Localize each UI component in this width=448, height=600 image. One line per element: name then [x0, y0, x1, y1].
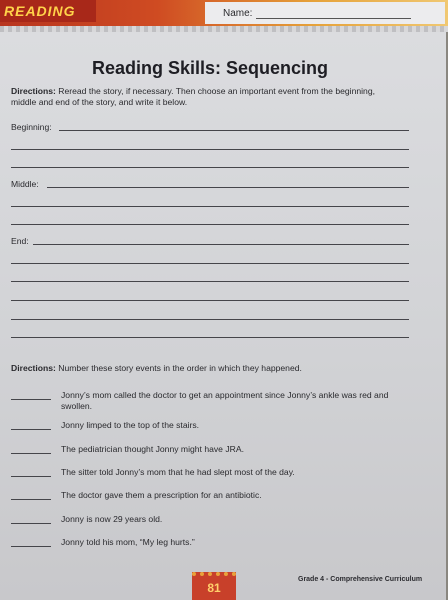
writing-line[interactable] [11, 327, 409, 339]
directions-2-label: Directions: [11, 363, 56, 373]
writing-line[interactable] [11, 214, 409, 226]
writing-line[interactable] [59, 130, 409, 131]
page-number: 81 [192, 572, 236, 600]
event-number-blank[interactable] [11, 453, 51, 454]
directions-1 [11, 86, 401, 108]
event-text: Jonny told his mom, “My leg hurts.” [61, 537, 195, 547]
writing-line[interactable] [33, 244, 409, 245]
writing-line[interactable] [47, 187, 409, 188]
beginning-line[interactable] [11, 120, 409, 132]
directions-2 [11, 363, 411, 373]
event-text: Jonny’s mom called the doctor to get an appointment since Jonny’s ankle was red and swollen. [61, 390, 389, 411]
middle-label: Middle: [11, 179, 39, 189]
event-number-blank[interactable] [11, 429, 51, 430]
event-text: The doctor gave them a prescription for an antibiotic. [61, 490, 262, 500]
event-number-blank[interactable] [11, 523, 51, 524]
end-line[interactable] [11, 234, 409, 246]
writing-line[interactable] [11, 271, 409, 283]
writing-line[interactable] [11, 253, 409, 265]
event-number-blank[interactable] [11, 499, 51, 500]
header-divider [0, 26, 448, 32]
curriculum-footer: Grade 4 - Comprehensive Curriculum [298, 576, 423, 583]
event-number-blank[interactable] [11, 476, 51, 477]
name-area [205, 2, 445, 24]
event-number-blank[interactable] [11, 399, 51, 400]
writing-line[interactable] [11, 196, 409, 208]
middle-line[interactable] [11, 177, 409, 189]
directions-1-text: Reread the story, if necessary. Then choose an important event from the beginning, middle and end of the story, and write it below. [11, 86, 375, 107]
writing-line[interactable] [11, 309, 409, 321]
writing-line[interactable] [11, 139, 409, 151]
directions-2-text: Number these story events in the order in which they happened. [58, 363, 302, 373]
writing-line[interactable] [11, 290, 409, 302]
beginning-label: Beginning: [11, 122, 52, 132]
name-label: Name: [223, 7, 253, 19]
event-text: The sitter told Jonny’s mom that he had slept most of the day. [61, 467, 295, 477]
event-number-blank[interactable] [11, 546, 51, 547]
section-label: READING [0, 0, 96, 22]
page-title: Reading Skills: Sequencing [91, 58, 329, 78]
name-field[interactable] [256, 8, 411, 19]
event-text: The pediatrician thought Jonny might have JRA. [61, 444, 244, 454]
directions-1-label: Directions: [11, 86, 56, 96]
writing-line[interactable] [11, 157, 409, 169]
end-label: End: [11, 236, 29, 246]
event-text: Jonny limped to the top of the stairs. [61, 420, 200, 430]
event-text: Jonny is now 29 years old. [61, 514, 163, 524]
